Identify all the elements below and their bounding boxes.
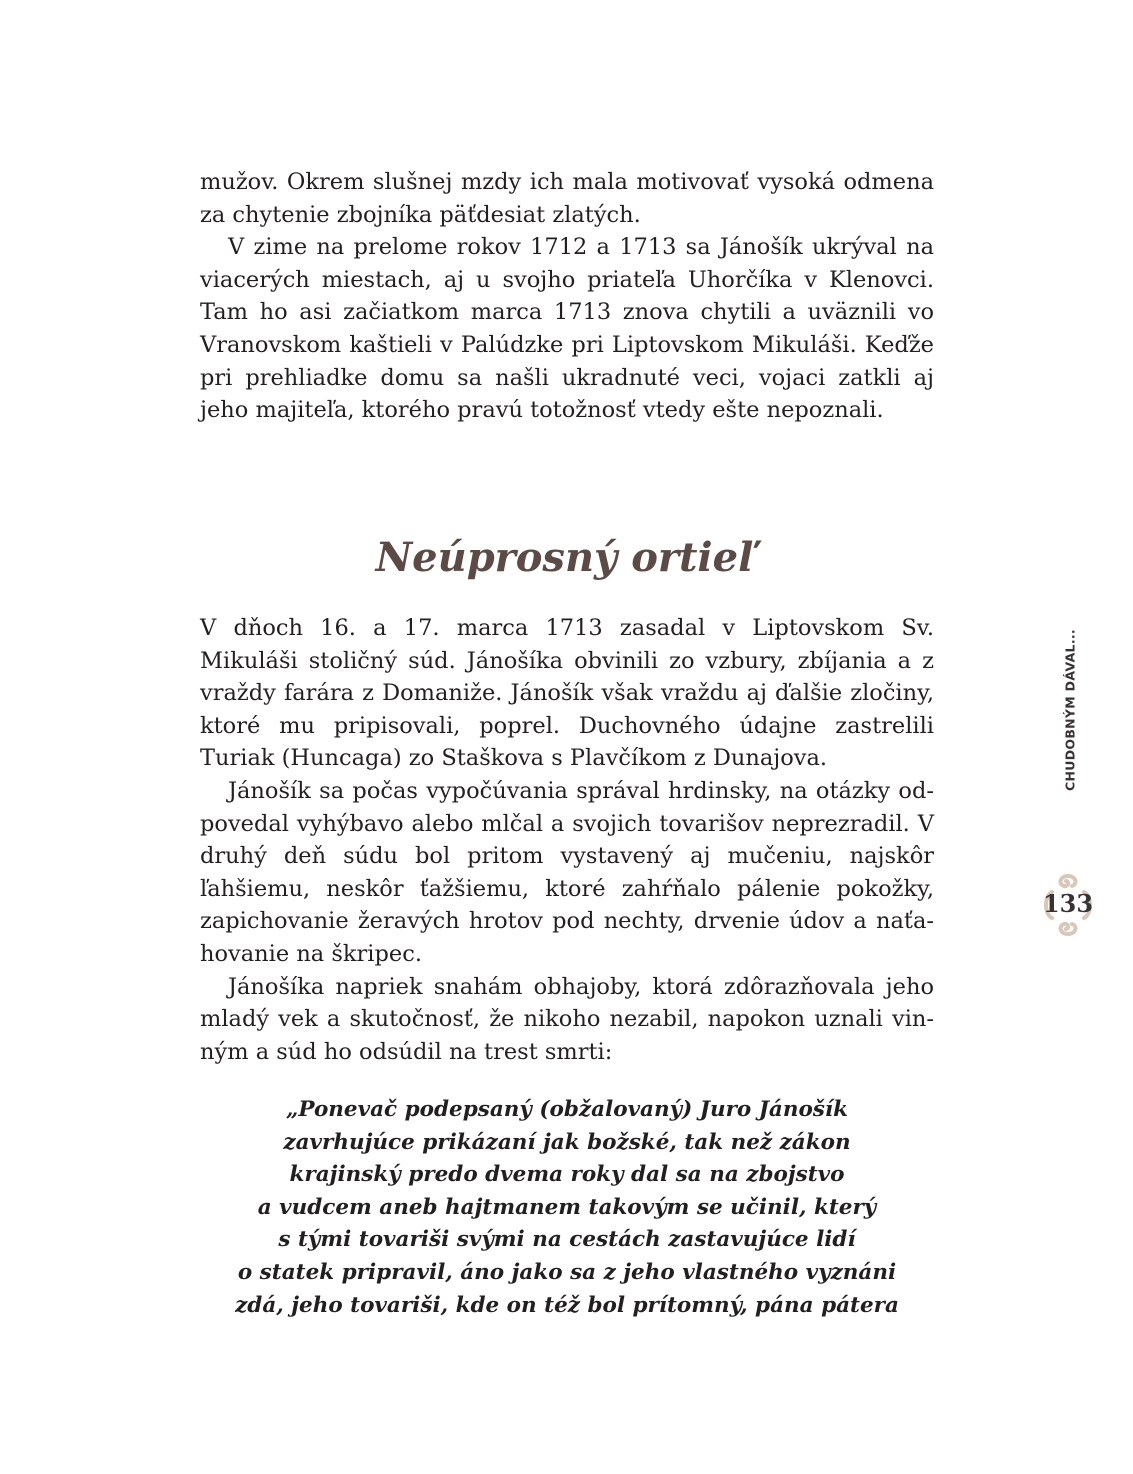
verdict-quote xyxy=(200,1094,934,1322)
section-heading: Neúprosný ortieľ xyxy=(375,534,759,581)
quote-line: o statek pripravil, áno jako sa z jeho vlastného vyznáni xyxy=(237,1259,897,1285)
quote-line: krajinský predo dvema roky dal sa na zbojstvo xyxy=(289,1162,845,1188)
quote-line: zavrhujúce prikázaní jak božské, tak než zákon xyxy=(283,1129,851,1155)
paragraph: Jánošíka napriek snahám obhajoby, ktorá zdôrazňovala jeho mladý vek a skutočnosť, že nikoho nezabil, napokon uznali vinným a súd ho odsúdil na trest smrti: xyxy=(200,973,934,1065)
body-text-top xyxy=(200,166,934,427)
quote-line: s tými tovariši svými na cestách zastavujúce lidí xyxy=(278,1227,856,1253)
paragraph: Jánošík sa počas vypočúvania správal hrdinsky, na otázky odpovedal vyhýbavo alebo mlčal a svojich tovarišov neprezradil. V druhý deň súdu bol pritom vystavený aj mučeniu, najskôr ľahšiemu, neskôr ťažšiemu, ktoré zahŕňalo pálenie pokožky, zapichovanie žeravých hrotov pod nechty, drvenie údov a naťahovanie na škripec. xyxy=(200,777,934,967)
running-head-text: CHUDOBNÝM DÁVAL... xyxy=(1062,629,1078,791)
paragraph: mužov. Okrem slušnej mzdy ich mala motivovať vysoká odmena za chytenie zbojníka päťdesiat zlatých. xyxy=(200,169,934,228)
paragraph: V zime na prelome rokov 1712 a 1713 sa Jánošík ukrýval na viacerých miestach, aj u svojho priateľa Uhorčíka v Klenovci. Tam ho asi začiatkom marca 1713 znova chytili a uväznili vo Vranovskom kaštieli v Palúdzke pri Liptovskom Mikuláši. Keďže pri prehliadke domu sa našli ukradnuté veci, vojaci zatkli aj jeho majiteľa, ktorého pravú totožnosť vtedy ešte nepoznali. xyxy=(200,234,934,424)
quote-line: a vudcem aneb hajtmanem takovým se učinil, který xyxy=(257,1194,877,1220)
quote-line: „Ponevač podepsaný (obžalovaný) Juro Jánošík xyxy=(286,1097,848,1122)
body-text-main xyxy=(200,612,934,1068)
paragraph: V dňoch 16. a 17. marca 1713 zasadal v Liptovskom Sv. Mikuláši stoličný súd. Jánošíka obvinili zo vzbury, zbíjania a z vraždy farára z Domaniže. Jánošík však vraždu aj ďalšie zločiny, ktoré mu pripisovali, poprel. Duchovného údajne zastrelili Turiak (Huncaga) zo Staškova s Plavčíkom z Dunajova. xyxy=(200,615,934,772)
quote-line: zdá, jeho tovariši, kde on též bol prítomný, pána pátera xyxy=(235,1292,899,1318)
page-number-badge xyxy=(1038,872,1098,938)
page-number: 133 xyxy=(1042,889,1094,918)
running-head xyxy=(1056,612,1084,808)
